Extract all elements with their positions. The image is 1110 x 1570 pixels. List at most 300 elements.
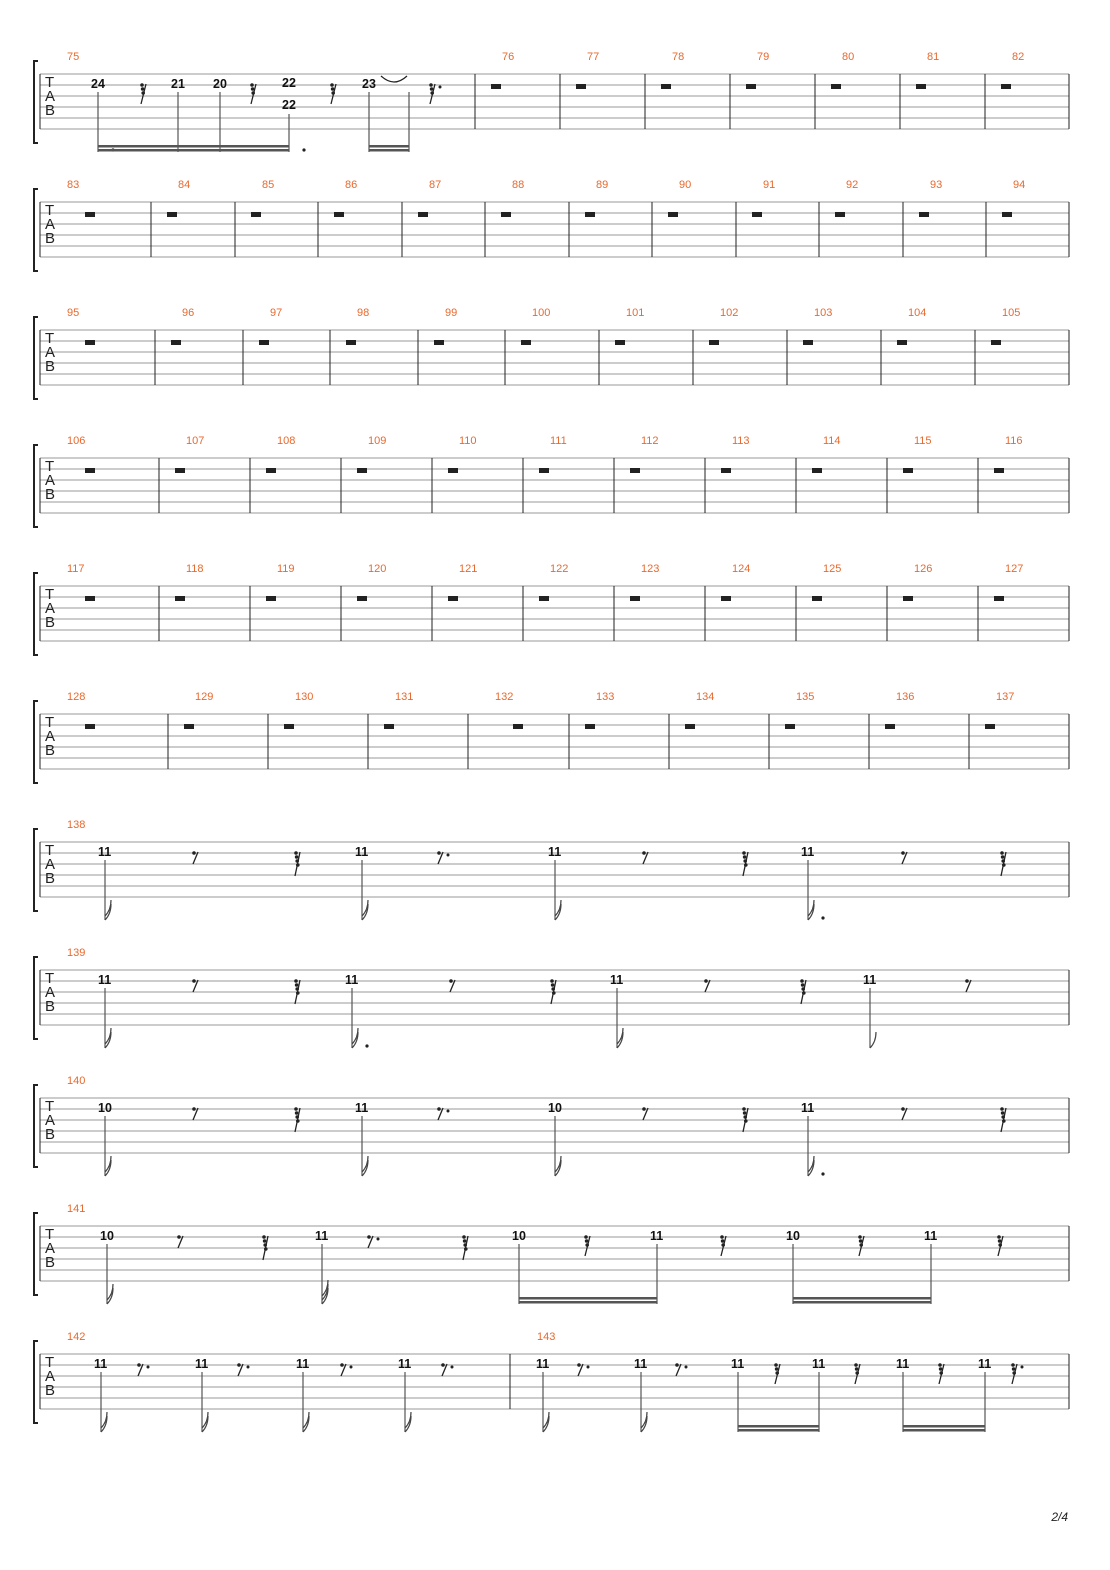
rest-flag-dot: [577, 1363, 581, 1367]
rest-flag-dot: [642, 1107, 646, 1111]
tab-clef-letter: B: [45, 102, 56, 119]
rest-flag-dot: [774, 1363, 778, 1367]
duration-dot: [365, 1044, 368, 1047]
rest-flag-dot: [552, 991, 556, 995]
measure-number: 102: [720, 307, 739, 319]
half-rest-icon: [721, 468, 731, 473]
tab-clef-letter: A: [45, 88, 56, 105]
fret-number: 10: [786, 1229, 800, 1243]
tab-clef-letter: B: [45, 870, 56, 887]
rest-dot: [377, 1238, 380, 1241]
note-flag: [641, 1412, 647, 1428]
tab-clef-letter: A: [45, 1112, 56, 1129]
fret-number: 11: [296, 1357, 310, 1371]
half-rest-icon: [357, 596, 367, 601]
rest-flag-dot: [1002, 863, 1006, 867]
rest-dot: [439, 86, 442, 89]
fret-number: 24: [91, 77, 105, 91]
system-bracket: [34, 829, 38, 911]
tab-clef-letter: A: [45, 344, 56, 361]
system-bracket: [34, 701, 38, 783]
tab-clef-letter: B: [45, 486, 56, 503]
tab-clef-letter: B: [45, 998, 56, 1015]
tab-clef-letter: A: [45, 984, 56, 1001]
half-rest-icon: [184, 724, 194, 729]
measure-number: 79: [757, 51, 770, 63]
tab-clef-letter: T: [45, 842, 55, 859]
measure-number: 125: [823, 563, 842, 575]
rest-flag-dot: [1000, 1107, 1004, 1111]
fret-number: 21: [171, 77, 185, 91]
rest-flag-dot: [294, 851, 298, 855]
measure-number: 88: [512, 179, 525, 191]
tab-clef-letter: B: [45, 614, 56, 631]
tab-clef-letter: T: [45, 202, 55, 219]
measure-number: 121: [459, 563, 478, 575]
half-rest-icon: [357, 468, 367, 473]
rest-flag-dot: [137, 1363, 141, 1367]
rest-flag-dot: [331, 87, 335, 91]
rest-dot: [447, 1110, 450, 1113]
half-rest-icon: [785, 724, 795, 729]
measure-number: 104: [908, 307, 927, 319]
measure-number: 126: [914, 563, 933, 575]
measure-number: 98: [357, 307, 370, 319]
rest-flag-dot: [720, 1235, 724, 1239]
rest-flag-dot: [140, 83, 144, 87]
rest-flag-dot: [642, 851, 646, 855]
half-rest-icon: [903, 596, 913, 601]
half-rest-icon: [85, 468, 95, 473]
measure-number: 135: [796, 691, 815, 703]
measure-number: 123: [641, 563, 660, 575]
rest-flag-dot: [441, 1363, 445, 1367]
measure-number: 139: [67, 947, 86, 959]
rest-flag-dot: [585, 1243, 589, 1247]
rest-flag-dot: [1012, 1371, 1016, 1375]
fret-number: 23: [362, 77, 376, 91]
fret-number: 11: [345, 973, 359, 987]
rest-dot: [247, 1366, 250, 1369]
rest-flag-dot: [296, 991, 300, 995]
tab-clef-letter: A: [45, 728, 56, 745]
half-rest-icon: [897, 340, 907, 345]
half-rest-icon: [85, 724, 95, 729]
rest-flag-dot: [998, 1239, 1002, 1243]
duration-dot: [302, 148, 305, 151]
half-rest-icon: [630, 596, 640, 601]
tab-clef-letter: T: [45, 330, 55, 347]
note-beam: [519, 1297, 657, 1300]
rest-flag-dot: [775, 1371, 779, 1375]
rest-flag-dot: [1001, 859, 1005, 863]
rest-flag-dot: [721, 1243, 725, 1247]
half-rest-icon: [85, 212, 95, 217]
rest-dot: [685, 1366, 688, 1369]
measure-number: 86: [345, 179, 358, 191]
fret-number: 11: [896, 1357, 910, 1371]
rest-flag-dot: [295, 1115, 299, 1119]
fret-number: 11: [355, 1101, 369, 1115]
rest-flag-dot: [437, 1107, 441, 1111]
fret-number: 11: [731, 1357, 745, 1371]
rest-dot: [451, 1366, 454, 1369]
note-beam: [519, 1301, 657, 1304]
note-flag: [405, 1412, 411, 1428]
fret-number: 11: [863, 973, 877, 987]
half-rest-icon: [513, 724, 523, 729]
half-rest-icon: [803, 340, 813, 345]
rest-flag-dot: [430, 87, 434, 91]
half-rest-icon: [334, 212, 344, 217]
tab-clef-letter: T: [45, 586, 55, 603]
fret-number: 11: [610, 973, 624, 987]
measure-number: 89: [596, 179, 609, 191]
measure-number: 114: [823, 435, 841, 447]
measure-number: 141: [67, 1203, 86, 1215]
system-bracket: [34, 445, 38, 527]
note-beam: [793, 1297, 931, 1300]
tab-clef-letter: A: [45, 1368, 56, 1385]
note-flag: [555, 1156, 561, 1172]
half-rest-icon: [831, 84, 841, 89]
tab-clef-letter: T: [45, 458, 55, 475]
rest-flag-dot: [192, 979, 196, 983]
fret-number: 10: [98, 1101, 112, 1115]
tab-clef-letter: B: [45, 742, 56, 759]
fret-number: 11: [98, 845, 112, 859]
note-beam: [369, 145, 409, 148]
rest-flag-dot: [585, 1239, 589, 1243]
rest-flag-dot: [1001, 855, 1005, 859]
half-rest-icon: [501, 212, 511, 217]
measure-number: 122: [550, 563, 569, 575]
half-rest-icon: [171, 340, 181, 345]
half-rest-icon: [991, 340, 1001, 345]
measure-number: 109: [368, 435, 387, 447]
rest-flag-dot: [141, 87, 145, 91]
measure-number: 100: [532, 307, 551, 319]
rest-flag-dot: [1001, 1115, 1005, 1119]
fret-number: 11: [812, 1357, 826, 1371]
measure-number: 129: [195, 691, 214, 703]
half-rest-icon: [685, 724, 695, 729]
fret-number: 11: [398, 1357, 412, 1371]
rest-flag-dot: [998, 1243, 1002, 1247]
note-flag: [105, 900, 111, 916]
rest-flag-dot: [251, 91, 255, 95]
measure-number: 120: [368, 563, 387, 575]
note-flag: [362, 900, 368, 916]
fret-number: 11: [94, 1357, 108, 1371]
half-rest-icon: [630, 468, 640, 473]
rest-flag-dot: [263, 1243, 267, 1247]
rest-flag-dot: [263, 1239, 267, 1243]
tab-clef-letter: A: [45, 600, 56, 617]
page-number: 2/4: [1051, 1510, 1068, 1524]
rest-flag-dot: [855, 1367, 859, 1371]
measure-number: 119: [277, 563, 295, 575]
measure-number: 76: [502, 51, 515, 63]
half-rest-icon: [434, 340, 444, 345]
half-rest-icon: [167, 212, 177, 217]
system-bracket: [34, 1085, 38, 1167]
rest-flag-dot: [177, 1235, 181, 1239]
half-rest-icon: [85, 596, 95, 601]
rest-flag-dot: [429, 83, 433, 87]
note-beam: [738, 1425, 819, 1428]
half-rest-icon: [491, 84, 501, 89]
rest-flag-dot: [330, 83, 334, 87]
rest-flag-dot: [938, 1363, 942, 1367]
half-rest-icon: [885, 724, 895, 729]
system-bracket: [34, 1341, 38, 1423]
note-flag: [202, 1412, 208, 1428]
rest-flag-dot: [550, 979, 554, 983]
measure-number: 130: [295, 691, 314, 703]
note-beam: [738, 1429, 819, 1432]
rest-flag-dot: [743, 855, 747, 859]
rest-flag-dot: [463, 1239, 467, 1243]
rest-flag-dot: [939, 1371, 943, 1375]
rest-flag-dot: [965, 979, 969, 983]
measure-number: 78: [672, 51, 685, 63]
rest-flag-dot: [250, 83, 254, 87]
rest-dot: [350, 1366, 353, 1369]
half-rest-icon: [448, 596, 458, 601]
measure-number: 94: [1013, 179, 1026, 191]
measure-number: 124: [732, 563, 751, 575]
rest-flag-dot: [463, 1243, 467, 1247]
measure-number: 103: [814, 307, 833, 319]
rest-flag-dot: [743, 859, 747, 863]
note-beam: [178, 149, 220, 152]
fret-number: 11: [924, 1229, 938, 1243]
measure-number: 99: [445, 307, 458, 319]
rest-flag-dot: [743, 1115, 747, 1119]
half-rest-icon: [668, 212, 678, 217]
note-beam: [793, 1301, 931, 1304]
half-rest-icon: [85, 340, 95, 345]
rest-flag-dot: [237, 1363, 241, 1367]
note-beam: [903, 1429, 985, 1432]
note-flag: [105, 1028, 111, 1044]
measure-number: 127: [1005, 563, 1024, 575]
rest-flag-dot: [1000, 851, 1004, 855]
measure-number: 85: [262, 179, 275, 191]
tab-clef-letter: A: [45, 1240, 56, 1257]
half-rest-icon: [994, 596, 1004, 601]
rest-flag-dot: [296, 1119, 300, 1123]
rest-flag-dot: [858, 1235, 862, 1239]
tab-clef-letter: T: [45, 714, 55, 731]
tie-curve: [381, 76, 407, 82]
rest-dot: [1021, 1366, 1024, 1369]
tab-clef-letter: B: [45, 358, 56, 375]
half-rest-icon: [1002, 212, 1012, 217]
half-rest-icon: [284, 724, 294, 729]
fret-number: 22: [282, 98, 296, 112]
measure-number: 128: [67, 691, 86, 703]
measure-number: 97: [270, 307, 283, 319]
measure-number: 138: [67, 819, 86, 831]
tab-clef-letter: B: [45, 230, 56, 247]
fret-number: 11: [978, 1357, 992, 1371]
rest-flag-dot: [801, 987, 805, 991]
tab-clef-letter: B: [45, 1126, 56, 1143]
rest-flag-dot: [464, 1247, 468, 1251]
note-flag: [808, 900, 814, 916]
measure-number: 84: [178, 179, 191, 191]
rest-flag-dot: [430, 91, 434, 95]
note-flag: [617, 1028, 623, 1044]
rest-flag-dot: [997, 1235, 1001, 1239]
fret-number: 11: [355, 845, 369, 859]
measure-number: 108: [277, 435, 296, 447]
measure-number: 132: [495, 691, 514, 703]
half-rest-icon: [521, 340, 531, 345]
rest-flag-dot: [437, 851, 441, 855]
measure-number: 95: [67, 307, 80, 319]
rest-dot: [447, 854, 450, 857]
fret-number: 11: [98, 973, 112, 987]
half-rest-icon: [985, 724, 995, 729]
tab-clef-letter: T: [45, 1098, 55, 1115]
measure-number: 116: [1005, 435, 1023, 447]
measure-number: 115: [914, 435, 932, 447]
half-rest-icon: [259, 340, 269, 345]
note-flag: [101, 1412, 107, 1428]
measure-number: 133: [596, 691, 615, 703]
measure-number: 105: [1002, 307, 1021, 319]
rest-flag-dot: [331, 91, 335, 95]
half-rest-icon: [919, 212, 929, 217]
system-bracket: [34, 189, 38, 271]
measure-number: 112: [641, 435, 659, 447]
rest-flag-dot: [295, 1111, 299, 1115]
measure-number: 111: [550, 435, 567, 447]
rest-flag-dot: [251, 87, 255, 91]
note-flag: [543, 1412, 549, 1428]
note-flag: [107, 1284, 113, 1300]
fret-number: 11: [548, 845, 562, 859]
note-beam: [369, 149, 409, 152]
rest-flag-dot: [901, 851, 905, 855]
rest-flag-dot: [192, 1107, 196, 1111]
rest-flag-dot: [295, 859, 299, 863]
rest-flag-dot: [551, 987, 555, 991]
note-beam: [178, 145, 220, 148]
rest-flag-dot: [855, 1371, 859, 1375]
rest-flag-dot: [854, 1363, 858, 1367]
rest-flag-dot: [262, 1235, 266, 1239]
measure-number: 113: [732, 435, 750, 447]
note-flag: [303, 1412, 309, 1428]
half-rest-icon: [448, 468, 458, 473]
rest-flag-dot: [742, 1107, 746, 1111]
half-rest-icon: [175, 596, 185, 601]
rest-flag-dot: [859, 1239, 863, 1243]
measure-number: 142: [67, 1331, 86, 1343]
measure-number: 140: [67, 1075, 86, 1087]
rest-flag-dot: [551, 983, 555, 987]
fret-number: 11: [195, 1357, 209, 1371]
rest-flag-dot: [801, 983, 805, 987]
fret-number: 11: [634, 1357, 648, 1371]
rest-flag-dot: [264, 1247, 268, 1251]
rest-flag-dot: [744, 1119, 748, 1123]
measure-number: 110: [459, 435, 477, 447]
rest-flag-dot: [742, 851, 746, 855]
measure-number: 93: [930, 179, 943, 191]
rest-flag-dot: [192, 851, 196, 855]
measure-number: 106: [67, 435, 86, 447]
tab-clef-letter: T: [45, 970, 55, 987]
rest-flag-dot: [294, 1107, 298, 1111]
half-rest-icon: [266, 596, 276, 601]
measure-number: 91: [763, 179, 776, 191]
rest-flag-dot: [1012, 1367, 1016, 1371]
rest-flag-dot: [294, 979, 298, 983]
tab-clef-letter: A: [45, 216, 56, 233]
half-rest-icon: [812, 468, 822, 473]
half-rest-icon: [576, 84, 586, 89]
rest-flag-dot: [296, 863, 300, 867]
system-bracket: [34, 61, 38, 143]
fret-number: 11: [801, 1101, 815, 1115]
half-rest-icon: [539, 596, 549, 601]
duration-dot: [821, 916, 824, 919]
measure-number: 96: [182, 307, 195, 319]
half-rest-icon: [384, 724, 394, 729]
fret-number: 11: [650, 1229, 664, 1243]
rest-flag-dot: [859, 1243, 863, 1247]
tab-clef-letter: T: [45, 74, 55, 91]
fret-number: 10: [100, 1229, 114, 1243]
measure-number: 118: [186, 563, 204, 575]
half-rest-icon: [812, 596, 822, 601]
rest-flag-dot: [295, 855, 299, 859]
rest-flag-dot: [462, 1235, 466, 1239]
measure-number: 82: [1012, 51, 1025, 63]
half-rest-icon: [916, 84, 926, 89]
measure-number: 136: [896, 691, 915, 703]
tab-clef-letter: T: [45, 1226, 55, 1243]
measure-number: 101: [626, 307, 645, 319]
half-rest-icon: [251, 212, 261, 217]
half-rest-icon: [661, 84, 671, 89]
rest-flag-dot: [901, 1107, 905, 1111]
half-rest-icon: [346, 340, 356, 345]
measure-number: 143: [537, 1331, 556, 1343]
half-rest-icon: [835, 212, 845, 217]
note-beam: [903, 1425, 985, 1428]
fret-number: 11: [536, 1357, 550, 1371]
half-rest-icon: [903, 468, 913, 473]
half-rest-icon: [709, 340, 719, 345]
measure-number: 75: [67, 51, 80, 63]
half-rest-icon: [994, 468, 1004, 473]
rest-flag-dot: [141, 91, 145, 95]
duration-dot: [821, 1172, 824, 1175]
rest-flag-dot: [802, 991, 806, 995]
system-bracket: [34, 1213, 38, 1295]
note-flag: [555, 900, 561, 916]
half-rest-icon: [175, 468, 185, 473]
rest-flag-dot: [675, 1363, 679, 1367]
half-rest-icon: [585, 212, 595, 217]
rest-flag-dot: [295, 987, 299, 991]
